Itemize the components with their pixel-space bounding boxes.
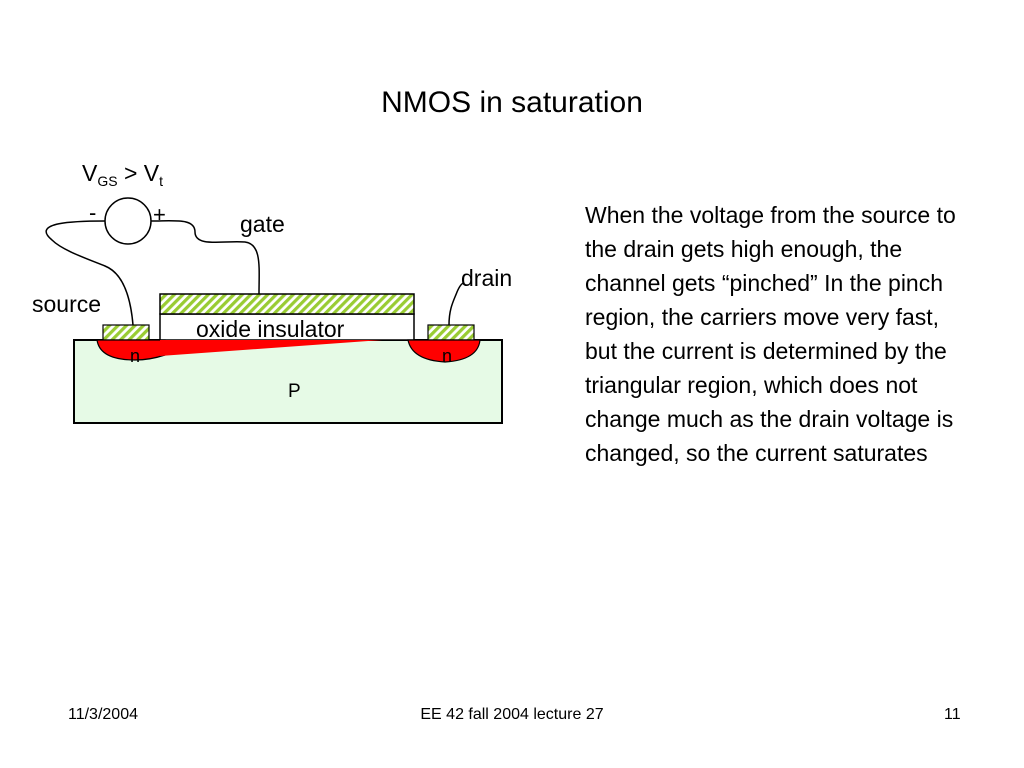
footer-date: 11/3/2004 bbox=[68, 706, 138, 723]
n-label-source: n bbox=[130, 346, 141, 366]
footer-page-number: 11 bbox=[944, 706, 961, 723]
explanation-text: When the voltage from the source to the drain gets high enough, the channel gets “pinched” In the pinch region, the carriers move very fast, but the current is determined by the triangular region, which does not change much as the drain voltage is changed, so the current saturates bbox=[585, 202, 956, 466]
drain-label: drain bbox=[461, 265, 513, 291]
oxide-label: oxide insulator bbox=[196, 316, 345, 342]
vgs-label: $V_{GS} > V_t$ bbox=[82, 160, 164, 189]
p-label: P bbox=[288, 381, 301, 402]
minus-label: - bbox=[89, 200, 97, 225]
source-contact bbox=[103, 325, 149, 340]
gate-label: gate bbox=[240, 211, 285, 237]
plus-label: + bbox=[153, 202, 166, 227]
source-label: source bbox=[32, 291, 102, 317]
slide-title: NMOS in saturation bbox=[381, 86, 643, 119]
n-label-drain: n bbox=[442, 346, 453, 366]
gate-electrode bbox=[160, 294, 414, 314]
drain-contact bbox=[428, 325, 474, 340]
footer-course: EE 42 fall 2004 lecture 27 bbox=[420, 706, 604, 723]
voltage-source-symbol bbox=[105, 198, 151, 244]
